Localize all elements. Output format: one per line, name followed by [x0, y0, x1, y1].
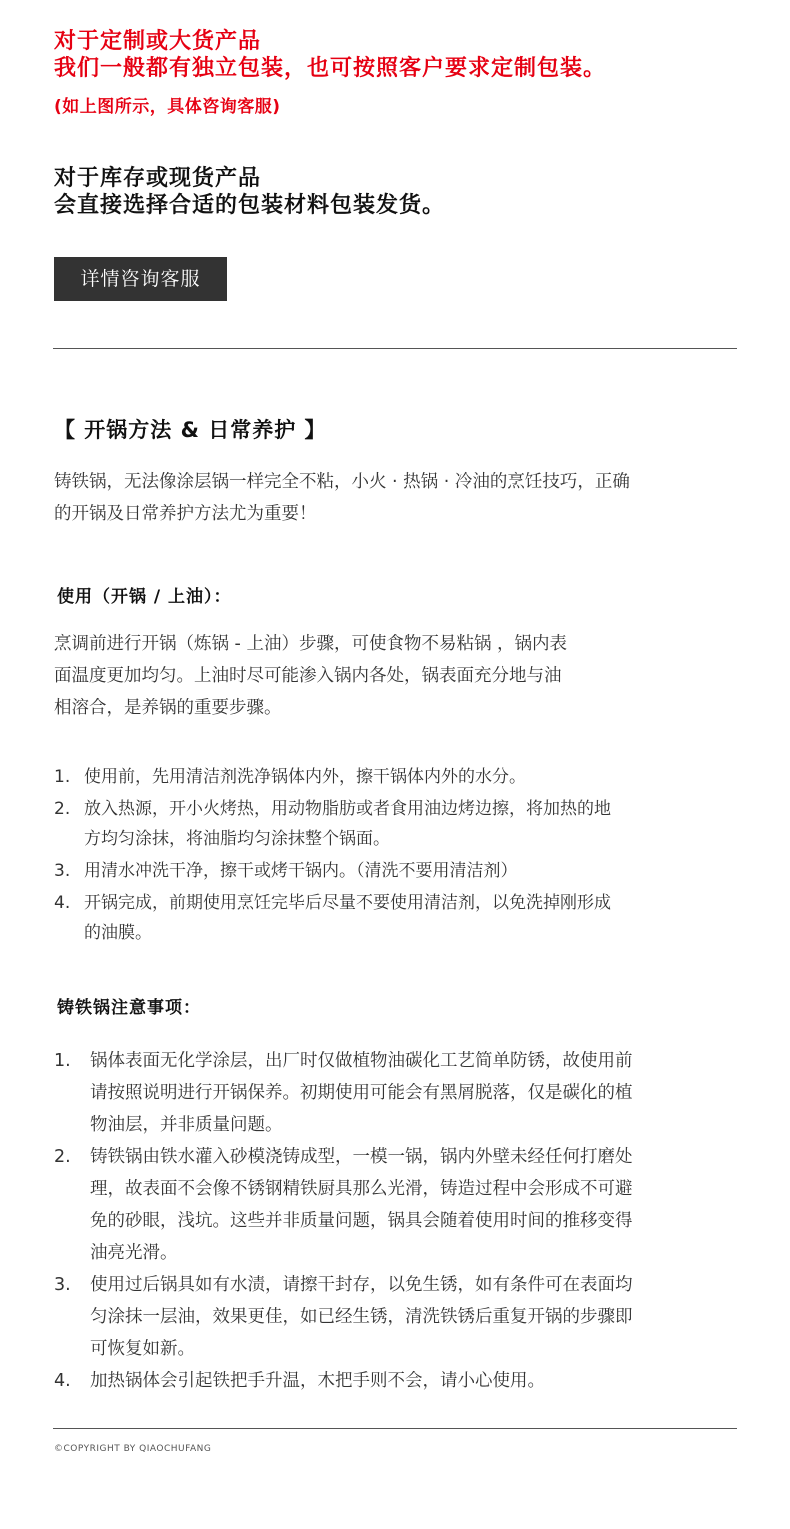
copyright-text: ©COPYRIGHT BY QIAOCHUFANG	[54, 1444, 212, 1454]
usage-title: 使用（开锅 / 上油）：	[57, 587, 232, 607]
list-number: 4.	[54, 1371, 71, 1391]
list-number: 1.	[54, 767, 71, 787]
list-item	[54, 762, 744, 792]
list-line: 的油膜。	[84, 923, 152, 943]
list-item	[54, 888, 744, 948]
notes-title: 铸铁锅注意事项：	[57, 998, 201, 1018]
list-line: 开锅完成，前期使用烹饪完毕后尽量不要使用清洁剂，以免洗掉刚形成	[84, 893, 611, 913]
list-number: 3.	[54, 861, 71, 881]
care-section-title: 【 开锅方法 & 日常养护 】	[54, 418, 327, 442]
usage-desc-line: 烹调前进行开锅（炼锅 - 上油）步骤，可使食物不易粘锅 ，锅内表	[54, 634, 568, 654]
list-line: 请按照说明进行开锅保养。初期使用可能会有黑屑脱落，仅是碳化的植	[90, 1083, 633, 1103]
seasoning-steps-list	[54, 762, 744, 950]
divider-top	[53, 348, 737, 349]
list-number: 1.	[54, 1051, 71, 1071]
list-line: 免的砂眼，浅坑。这些并非质量问题，锅具会随着使用时间的推移变得	[90, 1211, 633, 1231]
list-item	[54, 1365, 744, 1397]
care-intro-line: 铸铁锅，无法像涂层锅一样完全不粘，小火 · 热锅 · 冷油的烹饪技巧，正确	[54, 472, 630, 492]
custom-note: (如上图所示，具体咨询客服)	[54, 97, 281, 117]
list-number: 2.	[54, 799, 71, 819]
custom-heading-line1: 对于定制或大货产品	[54, 29, 262, 54]
list-number: 3.	[54, 1275, 71, 1295]
usage-desc-line: 面温度更加均匀。上油时尽可能渗入锅内各处，锅表面充分地与油	[54, 666, 562, 686]
usage-desc-line: 相溶合，是养锅的重要步骤。	[54, 698, 282, 718]
care-intro	[54, 466, 744, 530]
list-line: 理，故表面不会像不锈钢精铁厨具那么光滑，铸造过程中会形成不可避	[90, 1179, 633, 1199]
list-item	[54, 794, 744, 854]
cautions-list	[54, 1045, 744, 1397]
list-line: 方均匀涂抹，将油脂均匀涂抹整个锅面。	[84, 829, 390, 849]
divider-bottom	[53, 1428, 737, 1429]
care-intro-line: 的开锅及日常养护方法尤为重要！	[54, 504, 317, 524]
list-line: 用清水冲洗干净，擦干或烤干锅内。（清洗不要用清洁剂）	[84, 861, 518, 881]
list-line: 加热锅体会引起铁把手升温，木把手则不会，请小心使用。	[90, 1371, 545, 1391]
stock-heading-line2: 会直接选择合适的包装材料包装发货。	[54, 193, 446, 218]
stock-heading-line1: 对于库存或现货产品	[54, 166, 262, 191]
consult-service-button[interactable]: 详情咨询客服	[54, 257, 227, 301]
list-item	[54, 856, 744, 886]
custom-heading-line2: 我们一般都有独立包装，也可按照客户要求定制包装。	[54, 56, 607, 81]
list-line: 使用过后锅具如有水渍，请擦干封存，以免生锈，如有条件可在表面均	[90, 1275, 633, 1295]
list-line: 可恢复如新。	[90, 1339, 195, 1359]
list-line: 物油层，并非质量问题。	[90, 1115, 283, 1135]
list-line: 锅体表面无化学涂层，出厂时仅做植物油碳化工艺简单防锈，故使用前	[90, 1051, 633, 1071]
list-number: 2.	[54, 1147, 71, 1167]
list-line: 放入热源，开小火烤热，用动物脂肪或者食用油边烤边擦，将加热的地	[84, 799, 611, 819]
list-line: 匀涂抹一层油，效果更佳，如已经生锈，清洗铁锈后重复开锅的步骤即	[90, 1307, 633, 1327]
list-line: 铸铁锅由铁水灌入砂模浇铸成型，一模一锅，锅内外壁未经任何打磨处	[90, 1147, 633, 1167]
list-item	[54, 1269, 744, 1365]
list-number: 4.	[54, 893, 71, 913]
list-item	[54, 1045, 744, 1141]
list-item	[54, 1141, 744, 1269]
list-line: 使用前，先用清洁剂洗净锅体内外，擦干锅体内外的水分。	[84, 767, 526, 787]
usage-description	[54, 628, 744, 724]
list-line: 油亮光滑。	[90, 1243, 178, 1263]
